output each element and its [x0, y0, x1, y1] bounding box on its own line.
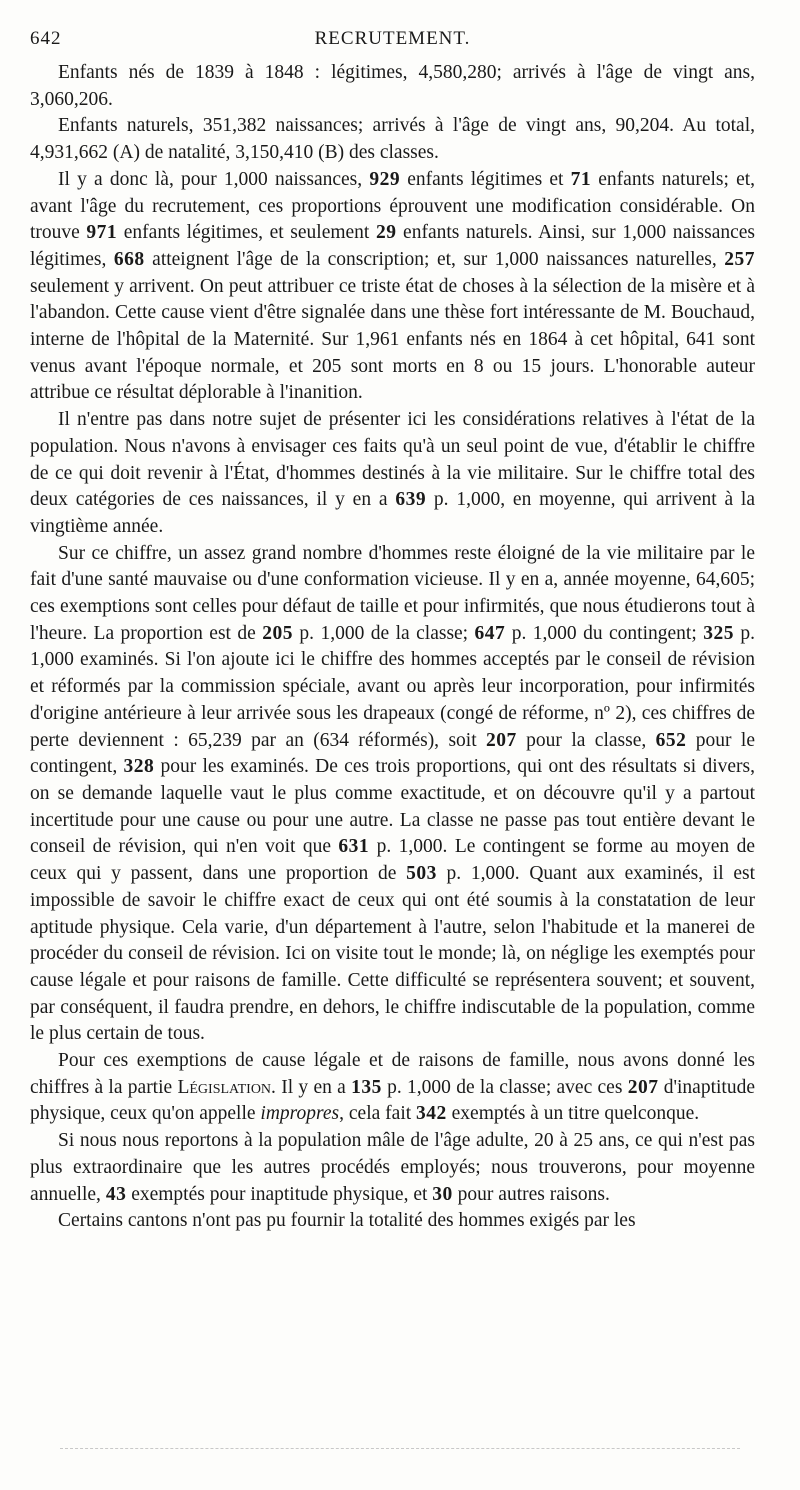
- italic-term: impropres: [260, 1103, 340, 1125]
- text-run: seulement y arrivent. On peut attribuer ce triste état de choses à la sélection de la misère et à l'abandon. Cette cause vient d'être signalée dans une thèse fort intéressante de M. Bouchaud, interne de l'hôpital de la Maternité. Sur 1,961 enfants nés en 1864 à cet hôpital, 641 sont venus avant l'époque normale, et 205 sont morts en 8 ou 15 jours. L'honorable auteur attribue ce résultat déplorable à l'inanition.: [30, 275, 755, 404]
- bold-number: 503: [406, 863, 437, 885]
- text-run: Il n'entre pas dans notre sujet de présenter ici les considérations relatives à l'état de la population. Nous n'avons à envisager ces faits qu'à un seul point de vue, d'établir le chiffre de ce qui doit revenir à l'État, d'hommes destinés à la vie militaire. Sur le chiffre total des deux catégories de ces naissances, il y en a: [30, 409, 755, 511]
- text-run: pour les examinés. De ces trois proportions, qui ont des résultats si divers, on se demande laquelle vaut le plus comme exactitude, et on découvre qu'il y a partout incertitude pour une cause ou pour une autre. La classe ne passe pas tout entière devant le conseil de révision, qui n'en voit que: [30, 756, 755, 858]
- text-run: exemptés à un titre quelconque.: [446, 1103, 700, 1125]
- text-run: d'inaptitude physique, ceux qu'on appelle: [30, 1076, 756, 1125]
- bold-number: 29: [375, 222, 397, 244]
- text-run: enfants naturels; et, avant l'âge du recrutement, ces proportions éprouvent une modification considérable. On trouve: [30, 168, 756, 244]
- bold-number: 205: [262, 622, 293, 644]
- text-run: enfants naturels. Ainsi, sur 1,000 naissances légitimes,: [30, 222, 755, 270]
- paragraph: [30, 113, 755, 166]
- bold-number: 639: [395, 489, 427, 511]
- text-run: Si nous nous reportons à la population mâle de l'âge adulte, 20 à 25 ans, ce qui n'est pas plus extraordinaire que les autres procédés employés; nous trouverons, pour moyenne annuelle,: [30, 1130, 755, 1205]
- page-number: 642: [30, 28, 62, 49]
- bold-number: 668: [113, 248, 145, 270]
- bold-number: 257: [724, 248, 755, 270]
- bold-number: 30: [432, 1183, 453, 1205]
- text-run: pour la classe,: [516, 729, 656, 751]
- text-run: p. 1,000 examinés. Si l'on ajoute ici le chiffre des hommes acceptés par le conseil de révision et réformés par la commission spéciale, avant ou après leur incorporation, pour infirmités d'origine antérieure à leur arrivée sous les drapeaux (congé de réforme, nº 2), ces chiffres de perte deviennent : 65,239 par an (634 réformés), soit: [30, 622, 756, 751]
- text-run: Enfants naturels, 351,382 naissances; arrivés à l'âge de vingt ans, 90,204. Au total, 4,931,662 (A) de natalité, 3,150,410 (B) des classes.: [30, 115, 755, 164]
- bold-number: 207: [627, 1076, 659, 1098]
- bold-number: 631: [338, 836, 370, 858]
- text-run: p. 1,000. Le contingent se forme au moyen de ceux qui y passent, dans une proportion de: [30, 836, 755, 885]
- bold-number: 325: [703, 622, 734, 644]
- book-page: [30, 28, 755, 1235]
- text-run: , cela fait: [339, 1103, 417, 1125]
- bold-number: 652: [655, 729, 687, 751]
- bold-number: 929: [369, 168, 401, 190]
- text-run: . Il y en a: [271, 1076, 352, 1098]
- text-run: Certains cantons n'ont pas pu fournir la totalité des hommes exigés par les: [58, 1210, 636, 1232]
- text-run: atteignent l'âge de la conscription; et, sur 1,000 naissances naturelles,: [144, 248, 725, 270]
- paragraph: [30, 407, 755, 541]
- bold-number: 328: [123, 756, 155, 778]
- bold-number: 971: [86, 222, 118, 244]
- text-run: p. 1,000. Quant aux examinés, il est impossible de savoir le chiffre exact de ceux qui ont été soumis à la constatation de leur aptitude physique. Cela varie, d'un département à l'autre, selon l'habitude et la manerei de procéder du conseil de révision. Ici on visite tout le monde; là, on néglige les exemptés pour cause légale et pour raisons de famille. Cette difficulté se représentera souvent; et souvent, par conséquent, il faudra prendre, en dehors, le chiffre indiscutable de la population, comme le plus certain de tous.: [30, 863, 755, 1045]
- paragraph: [30, 167, 755, 407]
- text-run: p. 1,000 du contingent;: [505, 622, 704, 644]
- text-run: pour le contingent,: [30, 729, 755, 778]
- text-run: Pour ces exemptions de cause légale et de raisons de famille, nous avons donné les chiffres à la partie: [30, 1050, 755, 1098]
- text-run: Enfants nés de 1839 à 1848 : légitimes, 4,580,280; arrivés à l'âge de vingt ans, 3,060,206.: [30, 62, 755, 110]
- bold-number: 207: [486, 729, 517, 751]
- paragraph: [30, 60, 755, 113]
- bold-number: 342: [416, 1103, 447, 1125]
- paragraph: [30, 1048, 755, 1128]
- footer-rule: [60, 1448, 740, 1449]
- body-text: [30, 60, 755, 1235]
- text-run: Sur ce chiffre, un assez grand nombre d'hommes reste éloigné de la vie militaire par le fait d'une santé mauvaise ou d'une conformation vicieuse. Il y en a, année moyenne, 64,605; ces exemptions sont celles pour défaut de taille et pour infirmités, que nous étudierons tout à l'heure. La proportion est de: [30, 542, 755, 644]
- running-head: [30, 28, 755, 54]
- paragraph: [30, 1208, 755, 1235]
- bold-number: 71: [570, 168, 592, 190]
- text-run: p. 1,000 de la classe;: [292, 622, 475, 644]
- smallcaps-term: Législation: [177, 1076, 272, 1098]
- text-run: enfants légitimes et: [400, 168, 571, 190]
- bold-number: 135: [351, 1076, 382, 1098]
- text-run: pour autres raisons.: [452, 1183, 610, 1205]
- text-run: p. 1,000, en moyenne, qui arrivent à la vingtième année.: [30, 489, 755, 537]
- paragraph: [30, 1128, 755, 1208]
- running-title: RECRUTEMENT.: [314, 28, 471, 49]
- paragraph: [30, 541, 755, 1048]
- text-run: enfants légitimes, et seulement: [117, 222, 376, 244]
- text-run: Il y a donc là, pour 1,000 naissances,: [58, 168, 370, 190]
- bold-number: 43: [105, 1183, 127, 1205]
- text-run: p. 1,000 de la classe; avec ces: [381, 1076, 628, 1098]
- bold-number: 647: [474, 622, 506, 644]
- text-run: exemptés pour inaptitude physique, et: [126, 1183, 433, 1205]
